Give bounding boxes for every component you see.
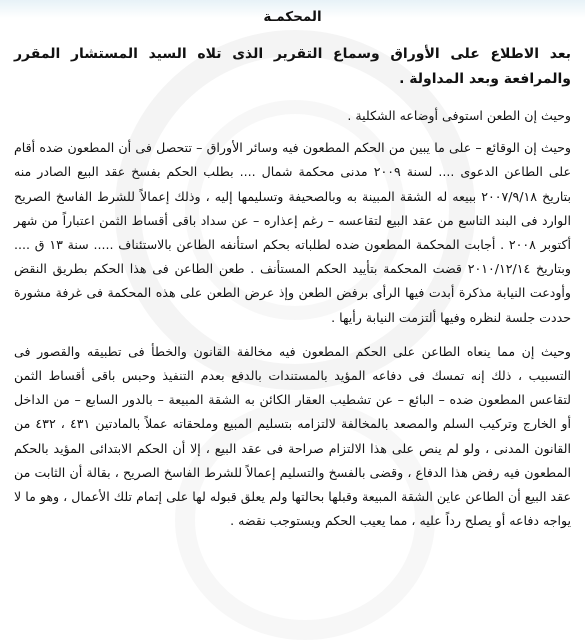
paragraph-formal-acceptance: وحيث إن الطعن استوفى أوضاعه الشكلية .: [347, 108, 571, 123]
intro-paragraph: بعد الاطلاع على الأوراق وسماع التقرير الذى تلاه السيد المستشار المقرر والمرافعة وبعد المداولة .: [14, 46, 571, 87]
document-page: [14, 0, 571, 533]
section-heading: المحكمـة: [263, 9, 322, 25]
paragraph-facts: وحيث إن الوقائع – على ما يبين من الحكم المطعون فيه وسائر الأوراق – تتحصل فى أن المطعون ضده أقام على الطاعن الدعوى .... لسنة ٢٠٠٩ مدنى محكمة شمال .... بطلب الحكم بفسخ عقد البيع الصادر منه بتاريخ ٢٠٠٧/٩/١٨ ببيعه له الشقة المبينة به وبالصحيفة وتسليمها إليه ، وذلك إعمالاً للشرط الفاسخ الصريح الوارد فى البند التاسع من عقد البيع لتقاعسه – رغم إعذاره – عن سداد باقى أقساط الثمن اعتباراً من شهر أكتوبر ٢٠٠٨ . أجابت المحكمة المطعون ضده لطلباته بحكم استأنفه الطاعن بالاستئناف ..... سنة ١٣ ق .... وبتاريخ ٢٠١٠/١٢/١٤ قضت المحكمة بتأييد الحكم المستأنف . طعن الطاعن فى هذا الحكم بطريق النقض وأودعت النيابة مذكرة أبدت فيها الرأى برفض الطعن وإذ عرض الطعن على هذه المحكمة فى غرفة مشورة حددت جلسة لنظره وفيها ألتزمت النيابة رأيها .: [14, 140, 571, 325]
paragraph-grounds-of-appeal: وحيث إن مما ينعاه الطاعن على الحكم المطعون فيه مخالفة القانون والخطأ فى تطبيقه والقصور فى التسبيب ، ذلك إنه تمسك فى دفاعه المؤيد بالمستندات بالدفع بعدم التنفيذ وحبس باقى أقساط الثمن لتقاعس المطعون ضده – البائع – عن تشطيب العقار الكائن به الشقة المبيعة – بالدور السابع – من الداخل أو الخارج وتركيب السلم والمصعد بالمخالفة لالتزامه بتسليم المبيع وملحقاته عملاً بالمادتين ٤٣١ ، ٤٣٢ من القانون المدنى ، ولو لم ينص على هذا الالتزام صراحة فى عقد البيع ، إلا أن الحكم الابتدائى المؤيد بالحكم المطعون فيه رفض هذا الدفاع ، وقضى بالفسخ والتسليم إعمالاً للشرط الفاسخ الصريح ، بقالة أن الثابت من عقد البيع أن الطاعن عاين الشقة المبيعة وقبلها بحالتها ولم يعلق قبوله لها على إتمام تلك الأعمال ، وهو ما لا يواجه دفاعه أو يصلح رداً عليه ، مما يعيب الحكم ويستوجب نقضه .: [14, 343, 572, 529]
